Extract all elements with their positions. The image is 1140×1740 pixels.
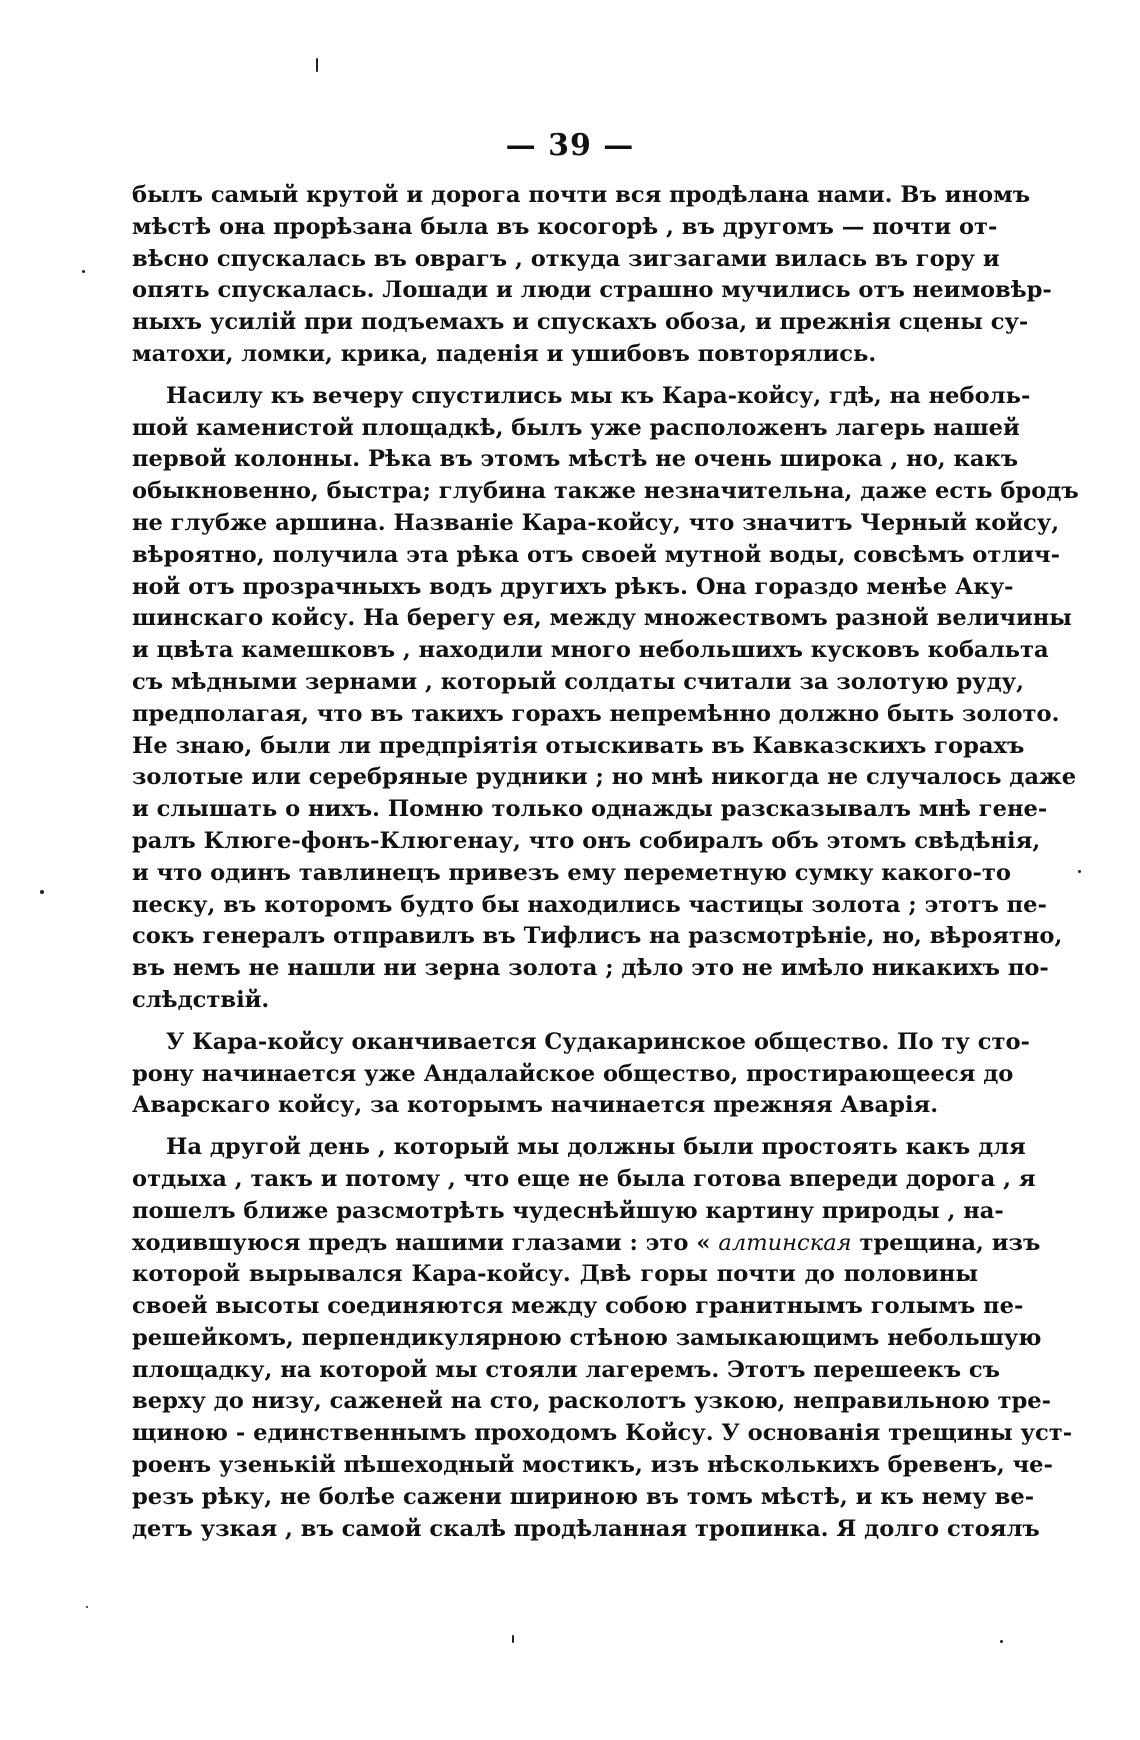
- line-start: ходившуюся предъ нашими глазами : это «: [132, 1229, 711, 1256]
- text-line: своей высоты соединяются между собою гранитнымъ голымъ пе-: [132, 1293, 1024, 1320]
- text-line: мѣстѣ она прорѣзана была въ косогорѣ , въ другомъ — почти от-: [132, 213, 998, 240]
- text-line: обыкновенно, быстра; глубина также незначительна, даже есть бродъ: [132, 478, 1079, 505]
- text-line: решейкомъ, перпендикулярною стѣною замыкающимъ небольшую: [132, 1324, 1042, 1351]
- text-line: которой вырывался Кара-койсу. Двѣ горы почти до половины: [132, 1261, 978, 1288]
- text-line: и цвѣта камешковъ , находили много небольшихъ кусковъ кобальта: [132, 637, 1049, 664]
- text-line: вѣроятно, получила эта рѣка отъ своей мутной воды, совсѣмъ отлич-: [132, 541, 1060, 568]
- text-line: резъ рѣку, не болѣе сажени шириною въ томъ мѣстѣ, и къ нему ве-: [132, 1483, 1035, 1510]
- paragraph-1: [132, 180, 1052, 371]
- text-line: роенъ узенькій пѣшеходный мостикъ, изъ нѣсколькихъ бревенъ, че-: [132, 1452, 1053, 1479]
- page-number: — 39 —: [505, 128, 635, 163]
- text-line: былъ самый крутой и дорога почти вся продѣлана нами. Въ иномъ: [132, 182, 1031, 208]
- text-line: опять спускалась. Лошади и люди страшно мучились отъ неимовѣр-: [132, 277, 1052, 304]
- text-line: Насилу къ вечеру спустились мы къ Кара-койсу, гдѣ, на неболь-: [166, 382, 1031, 409]
- text-line: золотые или серебряные рудники ; но мнѣ никогда не случалось даже: [132, 764, 1077, 791]
- text-line: ной отъ прозрачныхъ водъ другихъ рѣкъ. Она гораздо менѣе Аку-: [132, 573, 1014, 600]
- scan-speck: [82, 270, 85, 273]
- text-line: предполагая, что въ такихъ горахъ непремѣнно должно быть золото.: [132, 700, 1060, 727]
- text-line: ныхъ усилій при подъемахъ и спускахъ обоза, и прежнія сцены су-: [132, 309, 1029, 336]
- paragraph-4: [132, 1132, 1073, 1545]
- text-line: и что одинъ тавлинецъ привезъ ему переметную сумку какого-то: [132, 859, 1011, 886]
- text-line: На другой день , который мы должны были простоять какъ для: [166, 1134, 1026, 1161]
- text-line: щиною - единственнымъ проходомъ Койсу. У основанія трещины уст-: [132, 1420, 1073, 1447]
- text-line: шинскаго койсу. На берегу ея, между множествомъ разной величины: [132, 605, 1072, 632]
- line-end: трещина, изъ: [851, 1229, 1041, 1256]
- paragraph-3: [132, 1027, 1030, 1122]
- text-line: площадку, на которой мы стояли лагеремъ. Этотъ перешеекъ съ: [132, 1356, 1001, 1383]
- text-line: отдыха , такъ и потому , что еще не была готова впереди дорога , я: [132, 1165, 1036, 1192]
- italic-phrase: алтинская: [718, 1229, 852, 1256]
- paragraph-2: [132, 381, 1079, 1017]
- scan-speck: [316, 58, 318, 72]
- text-line: матохи, ломки, крика, паденія и ушибовъ повторялись.: [132, 340, 877, 367]
- text-line: верху до низу, саженей на сто, расколотъ узкою, неправильною тре-: [132, 1388, 1052, 1415]
- text-line: слѣдствій.: [132, 986, 270, 1013]
- text-line: не глубже аршина. Названіе Кара-койсу, что значитъ Черный койсу,: [132, 509, 1060, 536]
- text-line: и слышать о нихъ. Помню только однажды разсказывалъ мнѣ гене-: [132, 796, 1048, 823]
- text-line: пошелъ ближе разсмотрѣть чудеснѣйшую картину природы , на-: [132, 1197, 1004, 1224]
- text-line: съ мѣдными зернами , который солдаты считали за золотую руду,: [132, 668, 1025, 695]
- scan-speck: [512, 1635, 514, 1643]
- scan-speck: [1078, 870, 1081, 873]
- text-line: У Кара-койсу оканчивается Судакаринское общество. По ту сто-: [166, 1028, 1030, 1055]
- text-line-with-italic: [132, 1228, 1041, 1260]
- scan-speck: [40, 890, 44, 894]
- text-line: песку, въ которомъ будто бы находились частицы золота ; этотъ пе-: [132, 891, 1047, 918]
- scan-speck: [1000, 1640, 1003, 1643]
- text-line: Не знаю, были ли предпріятія отыскивать въ Кавказскихъ горахъ: [132, 732, 1025, 759]
- text-line: въ немъ не нашли ни зерна золота ; дѣло это не имѣло никакихъ по-: [132, 955, 1049, 982]
- text-line: вѣсно спускалась въ оврагъ , откуда зигзагами вилась въ гору и: [132, 245, 1000, 272]
- text-line: сокъ генералъ отправилъ въ Тифлисъ на разсмотрѣніе, но, вѣроятно,: [132, 923, 1063, 950]
- body-text: [132, 180, 1079, 1545]
- scan-speck: [86, 1606, 88, 1608]
- text-line: первой колонны. Рѣка въ этомъ мѣстѣ не очень широка , но, какъ: [132, 446, 1019, 473]
- text-line: Аварскаго койсу, за которымъ начинается прежняя Аварія.: [132, 1092, 939, 1119]
- text-line: рону начинается уже Андалайское общество, простирающееся до: [132, 1060, 1014, 1087]
- text-line: ралъ Клюге-фонъ-Клюгенау, что онъ собиралъ объ этомъ свѣдѣнія,: [132, 827, 1041, 854]
- text-line: шой каменистой площадкѣ, былъ уже расположенъ лагерь нашей: [132, 414, 1020, 441]
- text-line: детъ узкая , въ самой скалѣ продѣланная тропинка. Я долго стоялъ: [132, 1515, 1040, 1542]
